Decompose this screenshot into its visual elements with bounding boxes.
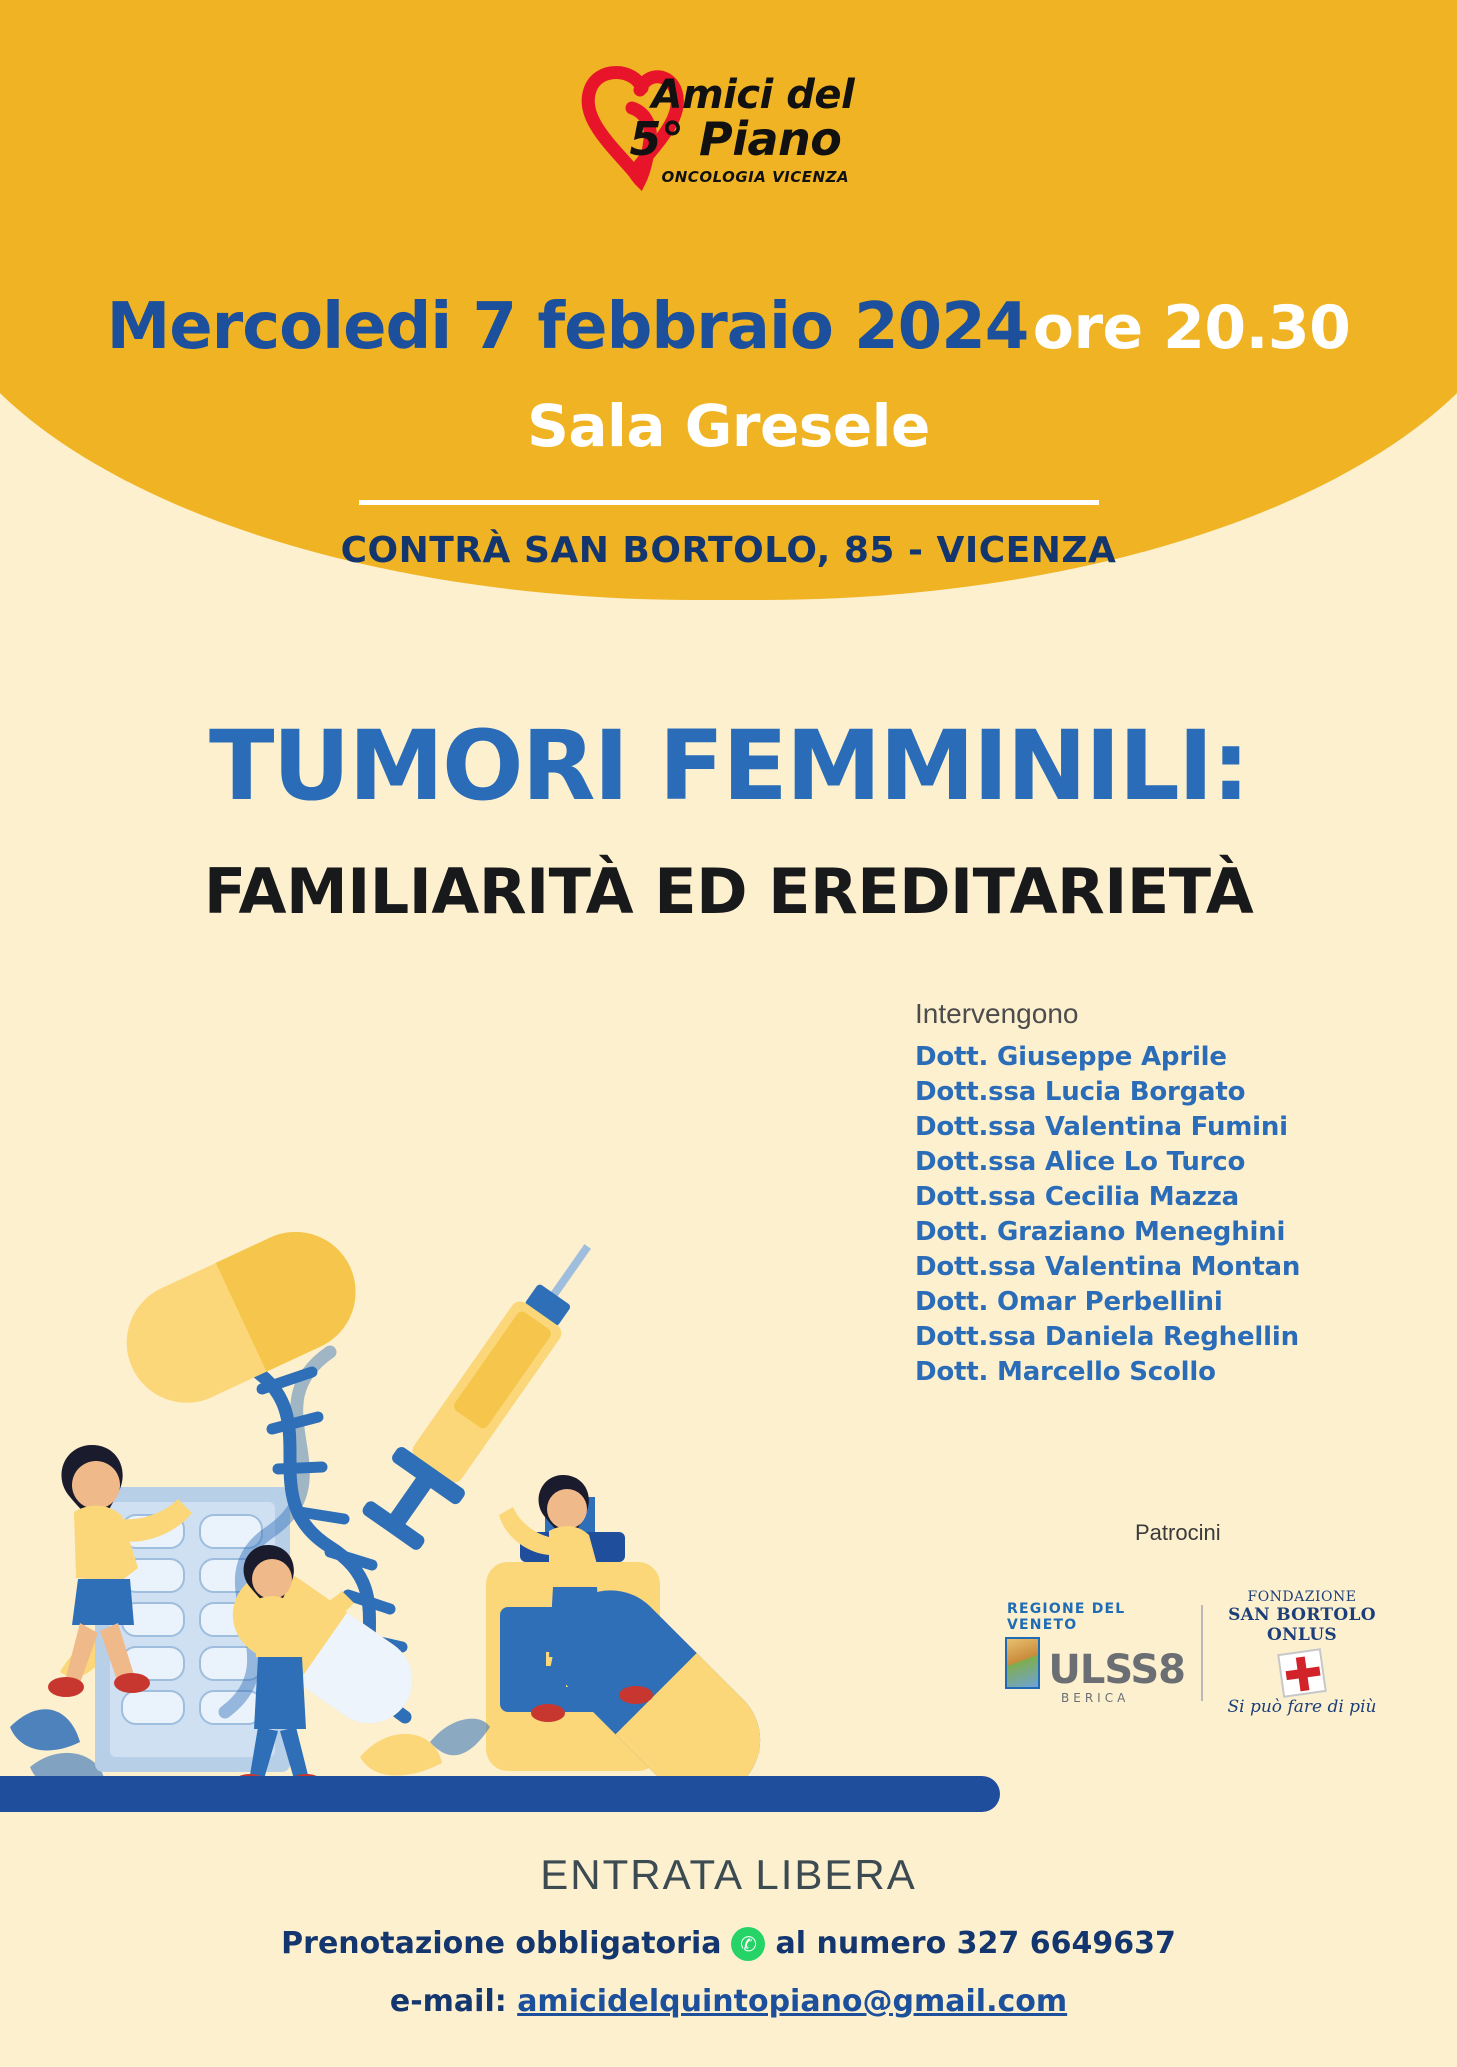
list-item: Dott.ssa Cecilia Mazza [915,1181,1240,1212]
logo-line-2: 5° Piano [629,112,842,166]
event-time: ore 20.30 [1032,293,1351,363]
event-address: CONTRÀ SAN BORTOLO, 85 - VICENZA [340,530,1117,571]
list-item: Dott.ssa Valentina Montan [915,1251,1301,1282]
fondazione-line-1: FONDAZIONE [1247,1589,1357,1605]
fondazione-logo [1219,1589,1385,1717]
email-link[interactable]: amicidelquintopiano@gmail.com [517,1984,1068,2019]
list-item: Dott. Omar Perbellini [915,1286,1223,1317]
page-title: TUMORI FEMMINILI: [209,710,1248,822]
booking-notice [0,1926,1457,1961]
fondazione-line-2: SAN BORTOLO ONLUS [1228,1605,1376,1645]
speakers-label: Intervengono [915,998,1079,1029]
event-date: Mercoledi 7 febbraio 2024 [106,290,1029,364]
list-item: Dott. Giuseppe Aprile [915,1042,1227,1072]
sponsor-logos [985,1588,1385,1718]
speakers-list [915,998,1385,1390]
list-item: Dott.ssa Lucia Borgato [915,1076,1246,1107]
email-label: e-mail: [389,1984,507,2019]
event-hall: Sala Gresele [527,392,930,460]
booking-suffix: al numero 327 6649637 [775,1926,1176,1961]
ulss-name: ULSS8 [1048,1647,1185,1694]
email-row [0,1984,1457,2019]
list-item: Dott.ssa Alice Lo Turco [915,1146,1246,1177]
list-item: Dott.ssa Daniela Reghellin [915,1321,1299,1352]
page-subtitle: FAMILIARITÀ ED EREDITARIETÀ [203,855,1254,928]
logo [0,60,1457,200]
medical-illustration [0,1167,1000,1807]
logo-line-3: ONCOLOGIA VICENZA [661,168,850,186]
list-item: Dott. Marcello Scollo [915,1356,1216,1387]
illustration-ground [0,1776,1000,1812]
logo-divider [1201,1605,1203,1701]
fondazione-slogan: Si può fare di più [1227,1697,1377,1717]
list-item: Dott.ssa Valentina Fumini [915,1111,1288,1142]
cross-icon [1277,1648,1327,1698]
logo-line-1: Amici del [651,72,855,118]
whatsapp-icon: ✆ [731,1927,765,1961]
veneto-crest-icon [1005,1637,1040,1689]
list-item: Dott. Graziano Meneghini [915,1216,1286,1247]
ulss-region-label: REGIONE DEL VENETO [1007,1601,1126,1633]
booking-prefix: Prenotazione obbligatoria [281,1926,722,1961]
ulss-sub-label: BERICA [1061,1691,1130,1705]
ulss-logo [985,1601,1185,1705]
sponsors-label: Patrocini [1135,1520,1221,1545]
header-divider [359,500,1099,505]
event-datetime [0,290,1457,364]
entrance-notice: ENTRATA LIBERA [540,1851,917,1898]
